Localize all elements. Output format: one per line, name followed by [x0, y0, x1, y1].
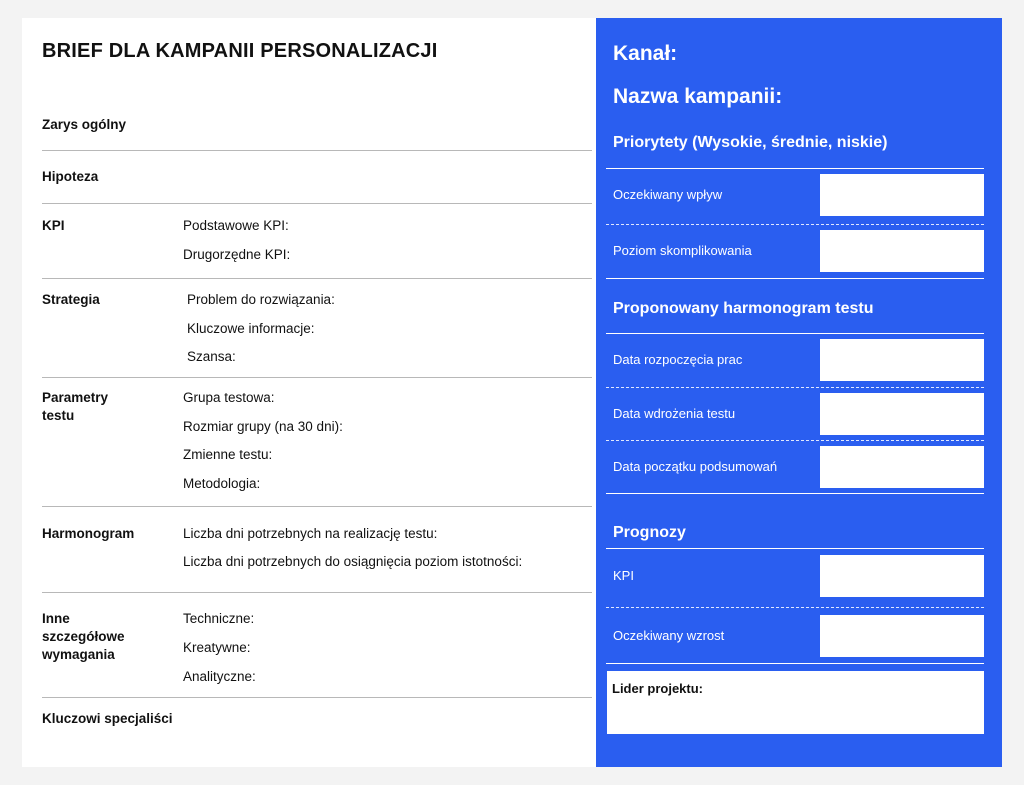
field-problem[interactable]: Problem do rozwiązania: — [187, 292, 335, 307]
expected-impact-label: Oczekiwany wpływ — [613, 187, 723, 202]
channel-label: Kanał: — [613, 42, 678, 65]
field-group-size[interactable]: Rozmiar grupy (na 30 dni): — [183, 419, 343, 434]
field-test-group[interactable]: Grupa testowa: — [183, 390, 275, 405]
panel-divider — [606, 333, 984, 334]
schedule-heading: Proponowany harmonogram testu — [613, 300, 874, 317]
section-label-kpi: KPI — [42, 218, 65, 233]
project-leader-label: Lider projektu: — [612, 681, 704, 696]
forecast-kpi-label: KPI — [613, 568, 634, 583]
expected-growth-label: Oczekiwany wzrost — [613, 628, 725, 643]
section-label-line: Parametry — [42, 390, 109, 405]
panel-divider — [606, 168, 984, 169]
section-label-hypothesis: Hipoteza — [42, 169, 99, 184]
panel-divider — [606, 663, 984, 664]
priorities-heading: Priorytety (Wysokie, średnie, niskie) — [613, 134, 888, 151]
divider — [42, 697, 592, 698]
section-label-line: Inne — [42, 611, 70, 626]
section-hypothesis — [42, 168, 592, 188]
panel-divider — [606, 548, 984, 549]
field-creative[interactable]: Kreatywne: — [183, 640, 251, 655]
start-date-label: Data rozpoczęcia prac — [613, 352, 743, 367]
divider — [42, 278, 592, 279]
field-technical[interactable]: Techniczne: — [183, 611, 255, 626]
field-analytical[interactable]: Analityczne: — [183, 669, 256, 684]
field-methodology[interactable]: Metodologia: — [183, 476, 261, 491]
section-strategy — [42, 291, 592, 381]
complexity-label: Poziom skomplikowania — [613, 243, 752, 258]
page-title: BRIEF DLA KAMPANII PERSONALIZACJI — [42, 40, 438, 62]
section-kpi — [42, 217, 592, 287]
panel-divider — [606, 493, 984, 494]
summary-date-label: Data początku podsumowań — [613, 459, 778, 474]
section-label-line: szczegółowe — [42, 629, 125, 644]
expected-impact-input[interactable] — [820, 174, 984, 216]
divider — [42, 203, 592, 204]
field-test-variables[interactable]: Zmienne testu: — [183, 447, 273, 462]
section-schedule — [42, 525, 592, 585]
field-primary-kpi[interactable]: Podstawowe KPI: — [183, 218, 289, 233]
divider — [42, 592, 592, 593]
summary-date-input[interactable] — [820, 446, 984, 488]
panel-dashed-divider — [606, 440, 984, 441]
section-specialists — [42, 710, 592, 730]
section-label-line: testu — [42, 408, 75, 423]
field-secondary-kpi[interactable]: Drugorzędne KPI: — [183, 247, 291, 262]
brief-sheet — [22, 18, 1002, 767]
section-other-requirements — [42, 610, 592, 700]
panel-divider — [606, 278, 984, 279]
complexity-input[interactable] — [820, 230, 984, 272]
section-label-other — [42, 610, 125, 664]
panel-dashed-divider — [606, 387, 984, 388]
section-label-overview: Zarys ogólny — [42, 117, 127, 132]
section-test-params — [42, 389, 592, 509]
divider — [42, 506, 592, 507]
deploy-date-label: Data wdrożenia testu — [613, 406, 736, 421]
project-leader-input[interactable] — [607, 671, 984, 734]
brief-form — [22, 18, 596, 767]
section-label-specialists: Kluczowi specjaliści — [42, 711, 173, 726]
side-panel — [596, 18, 1002, 767]
campaign-name-label: Nazwa kampanii: — [613, 85, 783, 108]
section-label-line: wymagania — [42, 647, 115, 662]
divider — [42, 377, 592, 378]
field-days-to-significance[interactable]: Liczba dni potrzebnych do osiągnięcia poziom istotności: — [183, 554, 523, 569]
field-opportunity[interactable]: Szansa: — [187, 349, 236, 364]
section-label-test-params — [42, 389, 108, 425]
divider — [42, 150, 592, 151]
panel-dashed-divider — [606, 607, 984, 608]
expected-growth-input[interactable] — [820, 615, 984, 657]
section-overview — [42, 116, 592, 136]
forecasts-heading: Prognozy — [613, 524, 686, 541]
field-key-insights[interactable]: Kluczowe informacje: — [187, 321, 315, 336]
section-label-schedule: Harmonogram — [42, 526, 135, 541]
start-date-input[interactable] — [820, 339, 984, 381]
panel-dashed-divider — [606, 224, 984, 225]
field-days-to-run[interactable]: Liczba dni potrzebnych na realizację testu: — [183, 526, 438, 541]
forecast-kpi-input[interactable] — [820, 555, 984, 597]
section-label-strategy: Strategia — [42, 292, 100, 307]
deploy-date-input[interactable] — [820, 393, 984, 435]
